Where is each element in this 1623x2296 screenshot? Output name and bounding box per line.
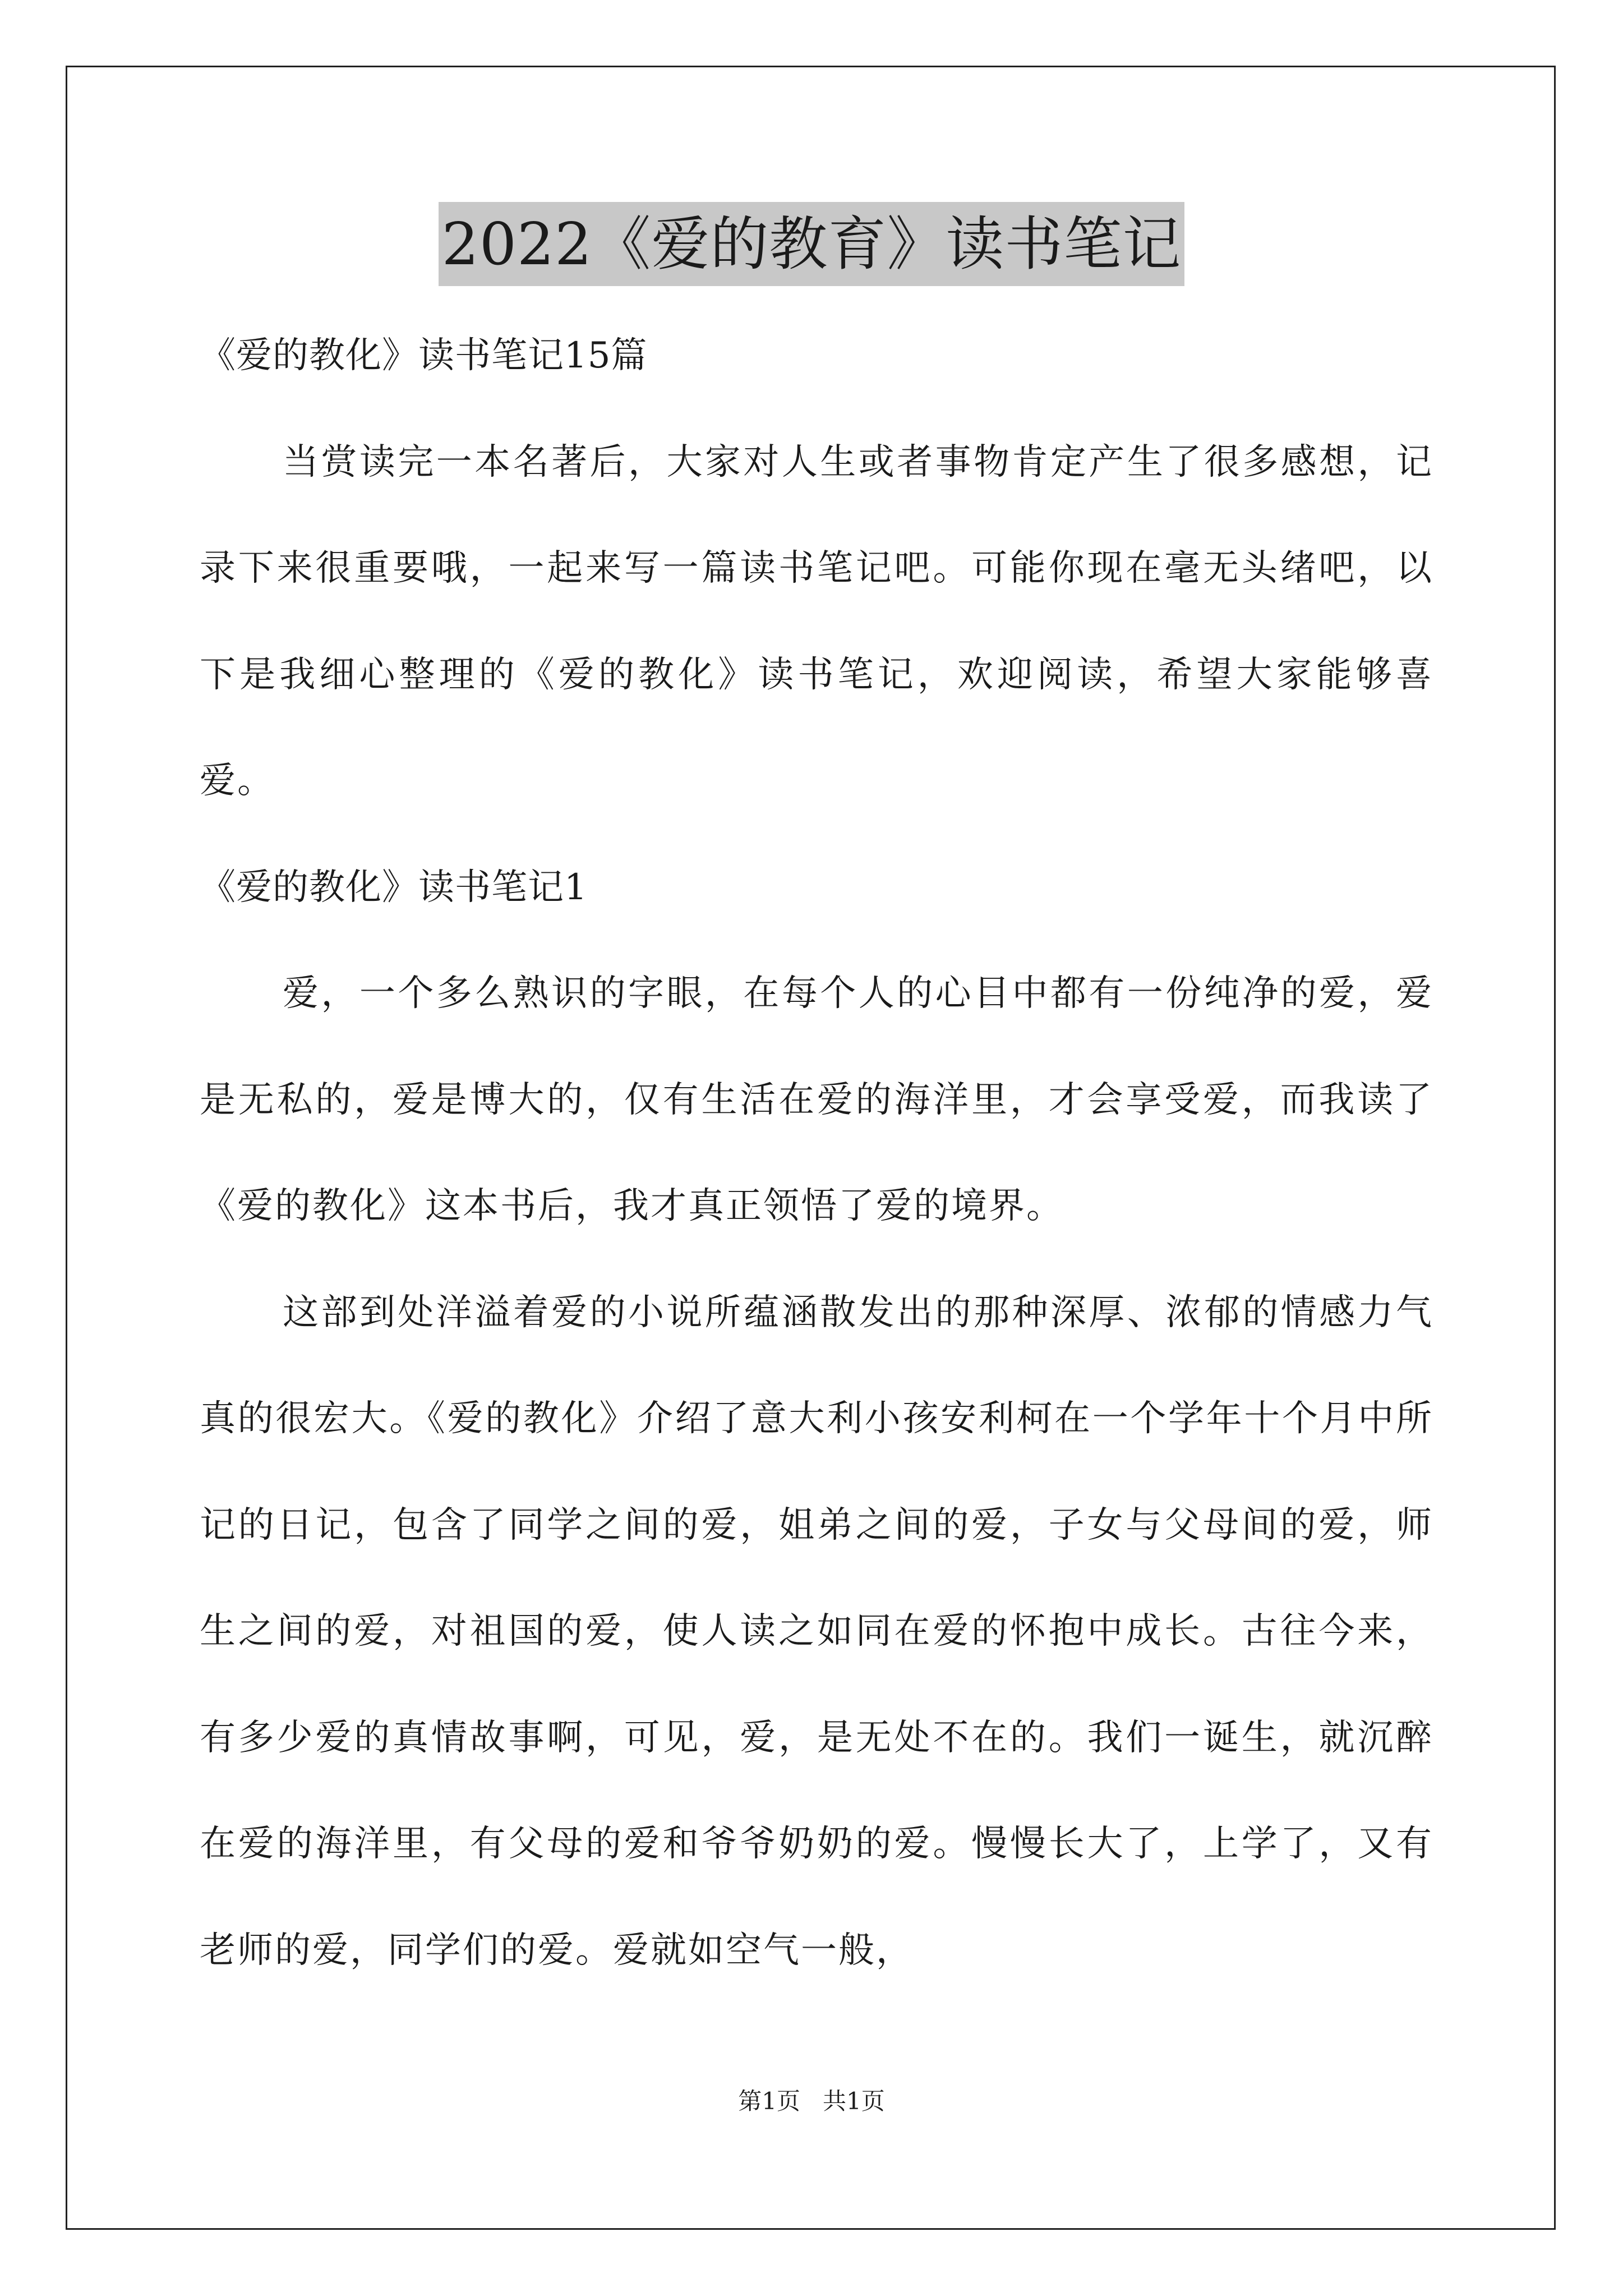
document-subtitle: 《爱的教化》读书笔记15篇	[200, 335, 648, 376]
section-heading: 《爱的教化》读书笔记1	[200, 866, 588, 908]
document-body	[200, 303, 1433, 2004]
title-container	[0, 202, 1623, 286]
body-paragraph-2: 这部到处洋溢着爱的小说所蕴涵散发出的那种深厚、浓郁的情感力气真的很宏大。《爱的教化》介绍了意大利小孩安利柯在一个学年十个月中所记的日记，包含了同学之间的爱，姐弟之间的爱，子女与父母间的爱，师生之间的爱，对祖国的爱，使人读之如同在爱的怀抱中成长。古往今来，有多少爱的真情故事啊，可见，爱，是无处不在的。我们一诞生，就沉醉在爱的海洋里，有父母的爱和爷爷奶奶的爱。慢慢长大了，上学了，又有老师的爱，同学们的爱。爱就如空气一般，	[200, 1291, 1433, 1971]
page-footer: 第1页 共1页	[738, 2087, 885, 2115]
body-paragraph-1: 爱，一个多么熟识的字眼，在每个人的心目中都有一份纯净的爱，爱是无私的，爱是博大的，仅有生活在爱的海洋里，才会享受爱，而我读了《爱的教化》这本书后，我才真正领悟了爱的境界。	[200, 973, 1433, 1227]
intro-paragraph: 当赏读完一本名著后，大家对人生或者事物肯定产生了很多感想，记录下来很重要哦，一起来写一篇读书笔记吧。可能你现在毫无头绪吧，以下是我细心整理的《爱的教化》读书笔记，欢迎阅读，希望大家能够喜爱。	[200, 441, 1433, 802]
document-title: 2022《爱的教育》读书笔记	[439, 202, 1185, 286]
